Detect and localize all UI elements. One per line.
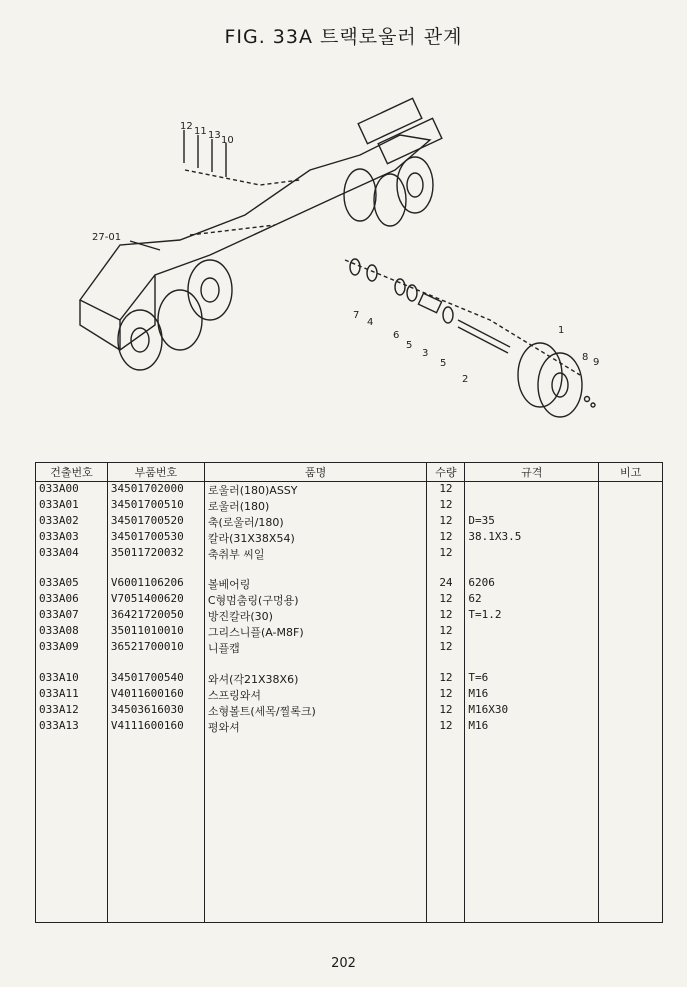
cell-qty: 12 bbox=[427, 608, 465, 624]
blank-row bbox=[36, 879, 663, 893]
callout-label: 7 bbox=[353, 310, 360, 321]
callout-label: 4 bbox=[367, 317, 374, 328]
cell-spec: M16 bbox=[465, 687, 599, 703]
table-row bbox=[36, 592, 663, 608]
callout-label: 6 bbox=[393, 330, 400, 341]
cell-part: 34501700540 bbox=[107, 671, 204, 687]
group-spacer-row bbox=[36, 656, 663, 670]
group-spacer-row bbox=[36, 562, 663, 576]
cell-name: 그리스니플(A-M8F) bbox=[204, 624, 427, 640]
cell-spec bbox=[465, 498, 599, 514]
cell-name: 와셔(각21X38X6) bbox=[204, 671, 427, 687]
cell-ref: 033A13 bbox=[36, 719, 108, 735]
cell-qty: 12 bbox=[427, 687, 465, 703]
header-ref-no: 건출번호 bbox=[36, 463, 108, 482]
cell-qty: 12 bbox=[427, 498, 465, 514]
callout-label: 13 bbox=[208, 130, 221, 141]
cell-qty: 12 bbox=[427, 624, 465, 640]
header-spec: 규격 bbox=[465, 463, 599, 482]
table-header-row bbox=[36, 463, 663, 482]
table-row bbox=[36, 703, 663, 719]
cell-name: 축(로울러/180) bbox=[204, 514, 427, 530]
cell-remarks bbox=[599, 671, 663, 687]
cell-name: 스프링와셔 bbox=[204, 687, 427, 703]
figure-title: FIG. 33A 트랙로울러 관계 bbox=[224, 26, 463, 48]
cell-part: V7051400620 bbox=[107, 592, 204, 608]
cell-ref: 033A07 bbox=[36, 608, 108, 624]
table-row bbox=[36, 624, 663, 640]
cell-part: V4111600160 bbox=[107, 719, 204, 735]
cell-part: 34501700530 bbox=[107, 530, 204, 546]
header-part-name: 품명 bbox=[204, 463, 427, 482]
callout-label: 5 bbox=[406, 340, 413, 351]
cell-part: 34501700510 bbox=[107, 498, 204, 514]
table-row bbox=[36, 719, 663, 735]
callout-label: 3 bbox=[422, 348, 429, 359]
callout-label: 11 bbox=[194, 126, 207, 137]
header-remarks: 비고 bbox=[599, 463, 663, 482]
cell-qty: 12 bbox=[427, 530, 465, 546]
cell-name: 로울러(180) bbox=[204, 498, 427, 514]
blank-row bbox=[36, 850, 663, 864]
cell-remarks bbox=[599, 514, 663, 530]
cell-ref: 033A01 bbox=[36, 498, 108, 514]
table-row bbox=[36, 687, 663, 703]
cell-qty: 12 bbox=[427, 546, 465, 562]
cell-remarks bbox=[599, 482, 663, 499]
cell-qty: 12 bbox=[427, 514, 465, 530]
cell-spec: M16X30 bbox=[465, 703, 599, 719]
callout-label: 1 bbox=[558, 325, 565, 336]
cell-name: 볼베어링 bbox=[204, 576, 427, 592]
cell-part: 35011010010 bbox=[107, 624, 204, 640]
cell-ref: 033A11 bbox=[36, 687, 108, 703]
cell-name: 칼라(31X38X54) bbox=[204, 530, 427, 546]
callout-label: 10 bbox=[221, 135, 234, 146]
callout-label: 5 bbox=[440, 358, 447, 369]
cell-part: 35011720032 bbox=[107, 546, 204, 562]
blank-row bbox=[36, 807, 663, 821]
blank-row bbox=[36, 749, 663, 763]
table-row bbox=[36, 608, 663, 624]
table-row bbox=[36, 546, 663, 562]
cell-name: 로울러(180)ASSY bbox=[204, 482, 427, 499]
cell-remarks bbox=[599, 608, 663, 624]
cell-spec: D=35 bbox=[465, 514, 599, 530]
blank-row bbox=[36, 821, 663, 835]
cell-qty: 24 bbox=[427, 576, 465, 592]
cell-name: 평와셔 bbox=[204, 719, 427, 735]
cell-ref: 033A05 bbox=[36, 576, 108, 592]
callout-label: 2 bbox=[462, 374, 469, 385]
cell-part: 34501700520 bbox=[107, 514, 204, 530]
cell-spec: M16 bbox=[465, 719, 599, 735]
cell-spec: 38.1X3.5 bbox=[465, 530, 599, 546]
cell-spec bbox=[465, 546, 599, 562]
cell-ref: 033A03 bbox=[36, 530, 108, 546]
blank-row bbox=[36, 735, 663, 749]
cell-qty: 12 bbox=[427, 671, 465, 687]
cell-remarks bbox=[599, 640, 663, 656]
cell-remarks bbox=[599, 592, 663, 608]
cell-part: 36421720050 bbox=[107, 608, 204, 624]
cell-remarks bbox=[599, 546, 663, 562]
cell-ref: 033A06 bbox=[36, 592, 108, 608]
cell-remarks bbox=[599, 530, 663, 546]
header-part-no: 부품번호 bbox=[107, 463, 204, 482]
cell-part: 34503616030 bbox=[107, 703, 204, 719]
table-row bbox=[36, 640, 663, 656]
cell-name: 니플캡 bbox=[204, 640, 427, 656]
cell-name: 방진칼라(30) bbox=[204, 608, 427, 624]
cell-remarks bbox=[599, 576, 663, 592]
blank-row bbox=[36, 792, 663, 806]
table-row bbox=[36, 530, 663, 546]
callout-label: 9 bbox=[593, 357, 600, 368]
cell-part: 34501702000 bbox=[107, 482, 204, 499]
cell-name: C형멈춤링(구멍용) bbox=[204, 592, 427, 608]
table-row bbox=[36, 576, 663, 592]
cell-ref: 033A10 bbox=[36, 671, 108, 687]
cell-ref: 033A09 bbox=[36, 640, 108, 656]
cell-name: 축취부 씨일 bbox=[204, 546, 427, 562]
cell-part: V6001106206 bbox=[107, 576, 204, 592]
cell-spec bbox=[465, 624, 599, 640]
cell-spec bbox=[465, 640, 599, 656]
exploded-parts-diagram bbox=[60, 75, 620, 445]
header-qty: 수량 bbox=[427, 463, 465, 482]
cell-qty: 12 bbox=[427, 640, 465, 656]
cell-name: 소형볼트(세목/찔록크) bbox=[204, 703, 427, 719]
blank-row bbox=[36, 778, 663, 792]
cell-remarks bbox=[599, 624, 663, 640]
cell-ref: 033A12 bbox=[36, 703, 108, 719]
cell-spec: T=1.2 bbox=[465, 608, 599, 624]
cell-spec: 6206 bbox=[465, 576, 599, 592]
parts-table bbox=[35, 462, 663, 923]
cell-qty: 12 bbox=[427, 482, 465, 499]
cell-ref: 033A08 bbox=[36, 624, 108, 640]
cell-spec: 62 bbox=[465, 592, 599, 608]
blank-row bbox=[36, 893, 663, 907]
blank-row bbox=[36, 907, 663, 922]
table-row bbox=[36, 498, 663, 514]
cell-ref: 033A00 bbox=[36, 482, 108, 499]
callout-label: 27-01 bbox=[92, 232, 122, 243]
blank-row bbox=[36, 836, 663, 850]
table-row bbox=[36, 671, 663, 687]
cell-qty: 12 bbox=[427, 592, 465, 608]
cell-spec: T=6 bbox=[465, 671, 599, 687]
callout-label: 8 bbox=[582, 352, 589, 363]
page-number: 202 bbox=[331, 956, 356, 971]
cell-spec bbox=[465, 482, 599, 499]
cell-part: 36521700010 bbox=[107, 640, 204, 656]
blank-row bbox=[36, 764, 663, 778]
cell-qty: 12 bbox=[427, 703, 465, 719]
table-row bbox=[36, 514, 663, 530]
blank-row bbox=[36, 864, 663, 878]
cell-remarks bbox=[599, 687, 663, 703]
cell-ref: 033A04 bbox=[36, 546, 108, 562]
cell-ref: 033A02 bbox=[36, 514, 108, 530]
cell-qty: 12 bbox=[427, 719, 465, 735]
callout-label: 12 bbox=[180, 121, 193, 132]
cell-remarks bbox=[599, 703, 663, 719]
cell-remarks bbox=[599, 498, 663, 514]
cell-part: V4011600160 bbox=[107, 687, 204, 703]
cell-remarks bbox=[599, 719, 663, 735]
table-row bbox=[36, 482, 663, 499]
